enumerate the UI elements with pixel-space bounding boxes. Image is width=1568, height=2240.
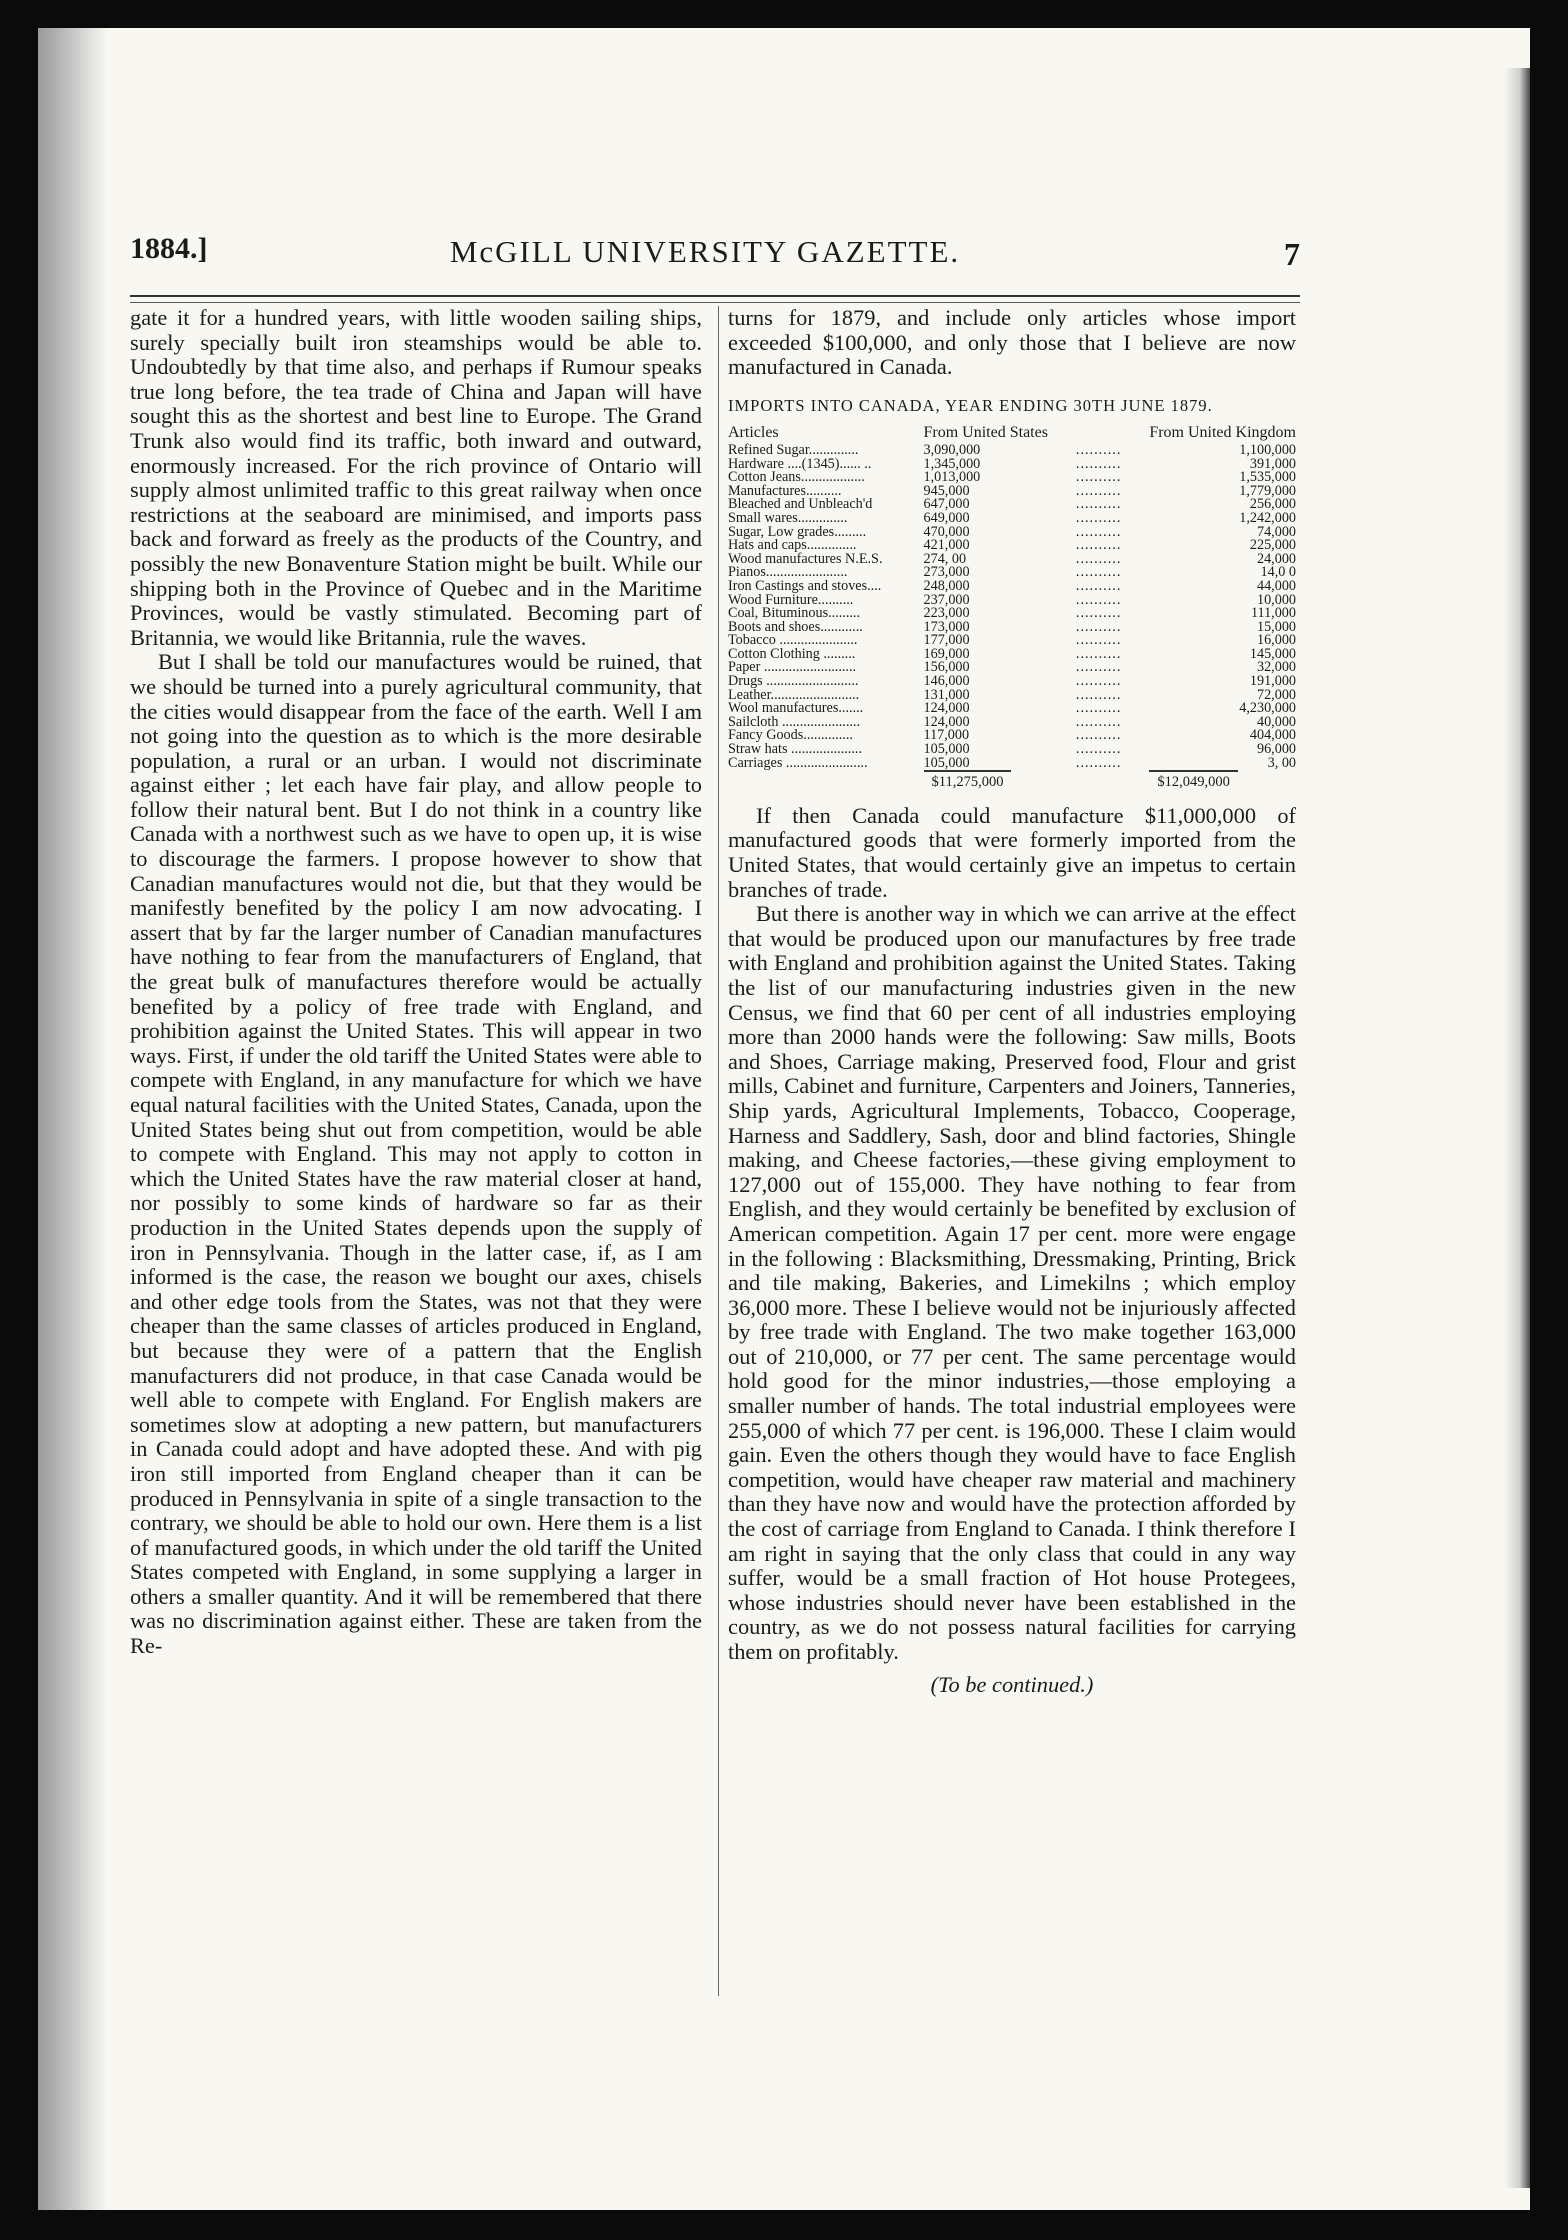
leader-dots: ..........	[1075, 441, 1122, 458]
leader-dots: ..........	[1075, 509, 1122, 526]
us-value-cell: 156,000	[923, 659, 970, 676]
column-divider	[718, 306, 719, 1996]
paragraph: gate it for a hundred years, with little wooden sailing ships, surely specially built iron steamships would be able to. Undoubtedly by that time also, and perhaps if Rumour speaks true long before, the tea trade of China and Japan will have sought this as the shortest and best line to Europe. The Grand Trunk also would find its traffic, both inward and outward, enormously increased. For the rich province of Ontario will supply almost unlimited traffic to this great railway when once restrictions at the seaboard are minimised, and imports pass back and forward as freely as the products of the Country, and possibly the new Bonaventure Station might be built. While our shipping both in the Province of Quebec and in the Maritime Provinces, would be vastly stimulated. Becoming part of Britannia, we would like Britannia, rule the waves.	[130, 305, 702, 650]
to-be-continued: (To be continued.)	[930, 1671, 1094, 1697]
article-cell: Hardware ....(1345)...... ..	[728, 455, 872, 472]
leader-dots: ..........	[1075, 469, 1122, 486]
uk-value-cell: 96,000	[1256, 741, 1296, 758]
us-value-cell: 124,000	[923, 700, 970, 717]
total-us: $11,275,000	[924, 770, 1012, 790]
article-cell: Boots and shoes............	[728, 618, 863, 635]
column-header: Articles	[728, 424, 779, 442]
article-cell: Cotton Clothing .........	[728, 645, 856, 662]
uk-value-cell: 225,000	[1249, 537, 1296, 554]
us-value-cell: 274, 00	[923, 550, 967, 567]
article-cell: Wood Furniture..........	[728, 591, 854, 608]
paragraph: If then Canada could manufacture $11,000,000 of manufactured goods that were formerly imported from the United States, that would certainly give an impetus to certain branches of trade.	[728, 802, 1296, 902]
leader-dots: ..........	[1075, 564, 1122, 581]
us-value-cell: 124,000	[923, 713, 970, 730]
paragraph: But there is another way in which we can arrive at the effect that would be produced upon our manufactures by free trade with England and prohibition against the United States. Taking the list of our manufacturing industries given in the new Census, we find that 60 per cent of all industries employing more than 2000 hands were the following: Saw mills, Boots and Shoes, Carriage making, Preserved food, Flour and grist mills, Cabinet and furniture, Carpenters and Joiners, Tanneries, Ship yards, Agricultural Implements, Tobacco, Cooperage, Harness and Saddlery, Sash, door and blind factories, Shingle making, and Cheese factories,—these giving employment to 127,000 out of 155,000. They have nothing to fear from English, and they would certainly be benefited by exclusion of American competition. Again 17 per cent. more were engage in the following : Blacksmithing, Dressmaking, Printing, Brick and tile making, Bakeries, and Limekilns ; which employ 36,000 more. These I believe would not be injuriously affected by free trade with England. The two make together 163,000 out of 210,000, or 77 per cent. The same percentage would hold good for the minor industries,—those employing a smaller number of hands. The total industrial employees were 255,000 of which 77 per cent. is 196,000. These I claim would gain. Even the others though they would have to face English competition, would have cheaper raw material and machinery than they have now and would have the protection afforded by the cost of carriage from England to Canada. I think therefore I am right in saying that the only class that could in any way suffer, would be a small fraction of Hot house Protegees, whose industries should never have been established in the country, as we do not possess natural facilities for carrying them on profitably.	[728, 901, 1296, 1664]
leader-dots: ..........	[1075, 659, 1122, 676]
imports-table	[728, 426, 1296, 789]
uk-value-cell: 14,0 0	[1260, 564, 1296, 581]
uk-value-cell: 3, 00	[1267, 754, 1296, 771]
table-title: IMPORTS INTO CANADA, YEAR ENDING 30TH JUNE 1879.	[728, 395, 1213, 415]
article-cell: Straw hats ....................	[728, 741, 862, 758]
us-value-cell: 177,000	[923, 632, 970, 649]
uk-value-cell: 10,000	[1256, 591, 1296, 608]
uk-value-cell: 44,000	[1256, 577, 1296, 594]
us-value-cell: 1,345,000	[923, 455, 981, 472]
us-value-cell: 117,000	[923, 727, 970, 744]
us-value-cell: 173,000	[923, 618, 970, 635]
left-column	[130, 306, 702, 1659]
article-cell: Coal, Bituminous.........	[728, 605, 861, 622]
us-value-cell: 273,000	[923, 564, 970, 581]
article-cell: Wood manufactures N.E.S.	[728, 550, 883, 567]
leader-dots: ..........	[1075, 645, 1122, 662]
article-cell: Sailcloth ......................	[728, 713, 861, 730]
article-cell: Bleached and Unbleach'd	[728, 496, 873, 513]
us-value-cell: 470,000	[923, 523, 970, 540]
uk-value-cell: 32,000	[1256, 659, 1296, 676]
uk-value-cell: 4,230,000	[1239, 700, 1296, 717]
us-value-cell: 421,000	[923, 537, 970, 554]
leader-dots: ..........	[1075, 754, 1122, 771]
leader-dots: ..........	[1075, 686, 1122, 703]
total-uk: $12,049,000	[1149, 770, 1238, 790]
leader-dots: ..........	[1075, 618, 1122, 635]
uk-value-cell: 1,100,000	[1239, 441, 1296, 458]
article-cell: Small wares..............	[728, 509, 848, 526]
us-value-cell: 223,000	[923, 605, 970, 622]
leader-dots: ..........	[1075, 550, 1122, 567]
uk-value-cell: 404,000	[1249, 727, 1296, 744]
us-value-cell: 945,000	[923, 482, 970, 499]
article-cell: Hats and caps..............	[728, 537, 857, 554]
uk-value-cell: 1,535,000	[1239, 469, 1296, 486]
article-cell: Drugs ..........................	[728, 673, 859, 690]
paragraph: turns for 1879, and include only articles whose import exceeded $100,000, and only those that I believe are now manufactured in Canada.	[728, 305, 1296, 380]
leader-dots: ..........	[1075, 727, 1122, 744]
uk-value-cell: 72,000	[1256, 686, 1296, 703]
us-value-cell: 131,000	[923, 686, 970, 703]
article-cell: Tobacco ......................	[728, 632, 858, 649]
right-column	[728, 306, 1296, 1697]
column-header: From United Kingdom	[1149, 424, 1296, 442]
uk-value-cell: 145,000	[1249, 645, 1296, 662]
uk-value-cell: 391,000	[1249, 455, 1296, 472]
uk-value-cell: 15,000	[1256, 618, 1296, 635]
page-number: 7	[1284, 236, 1300, 272]
leader-dots: ..........	[1075, 673, 1122, 690]
uk-value-cell: 74,000	[1256, 523, 1296, 540]
article-cell: Manufactures..........	[728, 482, 842, 499]
article-cell: Cotton Jeans..................	[728, 469, 865, 486]
header-title: McGILL UNIVERSITY GAZETTE.	[449, 234, 961, 269]
leader-dots: ..........	[1075, 455, 1122, 472]
article-cell: Sugar, Low grades.........	[728, 523, 867, 540]
uk-value-cell: 1,779,000	[1239, 482, 1296, 499]
page-edge-shadow	[1504, 68, 1530, 2188]
us-value-cell: 248,000	[923, 577, 970, 594]
article-cell: Carriages .......................	[728, 754, 868, 771]
leader-dots: ..........	[1075, 482, 1122, 499]
us-value-cell: 105,000	[923, 741, 970, 758]
us-value-cell: 647,000	[923, 496, 970, 513]
leader-dots: ..........	[1075, 523, 1122, 540]
article-cell: Refined Sugar..............	[728, 441, 859, 458]
uk-value-cell: 111,000	[1250, 605, 1296, 622]
us-value-cell: 146,000	[923, 673, 970, 690]
header-rule	[130, 295, 1300, 303]
uk-value-cell: 24,000	[1256, 550, 1296, 567]
article-cell: Fancy Goods..............	[728, 727, 853, 744]
running-header	[130, 232, 1300, 292]
leader-dots: ..........	[1075, 741, 1122, 758]
leader-dots: ..........	[1075, 713, 1122, 730]
us-value-cell: 1,013,000	[923, 469, 981, 486]
article-cell: Leather.........................	[728, 686, 860, 703]
table-row	[728, 757, 1296, 771]
uk-value-cell: 40,000	[1256, 713, 1296, 730]
leader-dots: ..........	[1075, 577, 1122, 594]
article-cell: Wool manufactures.......	[728, 700, 864, 717]
us-value-cell: 105,000	[923, 754, 970, 771]
uk-value-cell: 16,000	[1256, 632, 1296, 649]
leader-dots: ..........	[1075, 605, 1122, 622]
uk-value-cell: 1,242,000	[1239, 509, 1296, 526]
leader-dots: ..........	[1075, 537, 1122, 554]
column-header: From United States	[923, 424, 1048, 442]
book-spine-shadow	[38, 28, 108, 2210]
us-value-cell: 169,000	[923, 645, 970, 662]
header-year: 1884.]	[130, 232, 208, 265]
us-value-cell: 649,000	[923, 509, 970, 526]
leader-dots: ..........	[1075, 496, 1122, 513]
us-value-cell: 237,000	[923, 591, 970, 608]
article-cell: Paper ..........................	[728, 659, 857, 676]
uk-value-cell: 256,000	[1249, 496, 1296, 513]
us-value-cell: 3,090,000	[923, 441, 981, 458]
leader-dots: ..........	[1075, 632, 1122, 649]
article-cell: Iron Castings and stoves....	[728, 577, 882, 594]
uk-value-cell: 191,000	[1249, 673, 1296, 690]
leader-dots: ..........	[1075, 700, 1122, 717]
paragraph: But I shall be told our manufactures would be ruined, that we should be turned into a purely agricultural community, that the cities would disappear from the face of the earth. Well I am not going into the question as to which is the more desirable population, a rural or an urban. I would not discriminate against either ; let each have fair play, and allow people to follow their natural bent. But I do not think in a country like Canada with a northwest such as we have to open up, it is wise to discourage the farmers. I propose however to show that Canadian manufactures would not die, but that they would be manifestly benefited by the policy I am now advocating. I assert that by far the larger number of Canadian manufactures have nothing to fear from the manufacturers of England, that the great bulk of manufactures therefore would be actually benefited by a policy of free trade with England, and prohibition against the United States. This will appear in two ways. First, if under the old tariff the United States were able to compete with England, in any manufacture for which we have equal natural facilities with the United States, Canada, upon the United States being shut out from competition, would be able to compete with England. This may not apply to cotton in which the United States have the raw material closer at hand, nor possibly to some kinds of hardware so far as their production in the United States depends upon the supply of iron in Pennsylvania. Though in the latter case, if, as I am informed is the case, the reason we bought our axes, chisels and other edge tools from the States, was not that they were cheaper than the same classes of articles produced in England, but because they were of a pattern that the English manufacturers did not produce, in that case Canada would be well able to compete with England. For English makers are sometimes slow at adopting a new pattern, but manufacturers in Canada could adopt and have adopted these. And with pig iron still imported from England cheaper than it can be produced in Pennsylvania in spite of a single transaction to the contrary, we should be able to hold our own. Here them is a list of manufactured goods, in which under the old tariff the United States competed with England, in some supplying a larger in others a smaller quantity. And it will be remembered that there was no discrimination against either. These are taken from the Re-	[130, 649, 702, 1659]
totals-row	[728, 770, 1296, 790]
article-cell: Pianos.......................	[728, 564, 848, 581]
leader-dots: ..........	[1075, 591, 1122, 608]
